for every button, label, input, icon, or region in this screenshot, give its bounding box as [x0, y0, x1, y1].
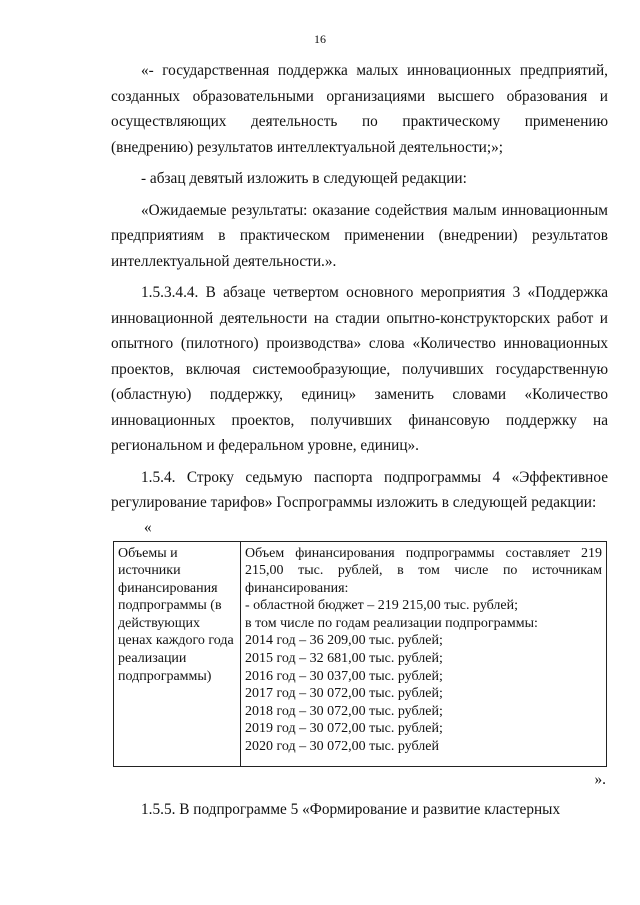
financing-intro: Объем финансирования подпрограммы составляет 219 215,00 тыс. рублей, в том числе по источникам финансирования: — [245, 545, 602, 596]
financing-line-2014: 2014 год – 36 209,00 тыс. рублей; — [245, 633, 443, 649]
opening-quote-mark: « — [144, 518, 152, 536]
table-cell-value — [241, 541, 607, 766]
financing-line-2016: 2016 год – 30 037,00 тыс. рублей; — [245, 668, 443, 684]
financing-line-2020: 2020 год – 30 072,00 тыс. рублей — [245, 739, 439, 755]
financing-line-2019: 2019 год – 30 072,00 тыс. рублей; — [245, 721, 443, 737]
financing-line-2017: 2017 год – 30 072,00 тыс. рублей; — [245, 686, 443, 702]
financing-line-2018: 2018 год – 30 072,00 тыс. рублей; — [245, 703, 443, 719]
paragraph-1-5-5: 1.5.5. В подпрограмме 5 «Формирование и развитие кластерных — [141, 800, 561, 818]
passport-table — [113, 541, 607, 767]
paragraph-support-item: «- государственная поддержка малых инновационных предприятий, созданных образовательными организациями высшего образования и осуществляющих деятельность по практическому применению (внедрению) результатов интеллектуальной деятельности;»; — [111, 62, 608, 156]
page-number: 16 — [314, 32, 326, 46]
paragraph-1-5-4: 1.5.4. Строку седьмую паспорта подпрограммы 4 «Эффективное регулирование тарифов» Госпрограммы изложить в следующей редакции: — [111, 468, 608, 511]
paragraph-expected-results: «Ожидаемые результаты: оказание содействия малым инновационным предприятиям в практическом применении (внедрении) результатов интеллектуальной деятельности.». — [111, 201, 608, 270]
financing-line: - областной бюджет – 219 215,00 тыс. рублей; — [245, 598, 518, 614]
paragraph-1-5-3-4-4: 1.5.3.4.4. В абзаце четвертом основного мероприятия 3 «Поддержка инновационной деятельности на стадии опытно-конструкторских работ и опытного (пилотного) производства» слова «Количество инновационных проектов, включая системообразующие, получивших государственную (областную) поддержку, единиц» заменить словами «Количество инновационных проектов, получивших финансовую поддержку на региональном и федеральном уровне, единиц». — [111, 284, 608, 454]
document-body — [111, 58, 608, 822]
financing-line: в том числе по годам реализации подпрограммы: — [245, 615, 538, 631]
financing-line-2015: 2015 год – 32 681,00 тыс. рублей; — [245, 651, 443, 667]
closing-quote-mark: ». — [594, 770, 606, 788]
table-cell-label: Объемы и источники финансирования подпрограммы (в действующих ценах каждого года реализации подпрограммы) — [114, 541, 241, 766]
paragraph-ninth-abzac: - абзац девятый изложить в следующей редакции: — [141, 170, 467, 187]
table-row — [114, 541, 607, 766]
